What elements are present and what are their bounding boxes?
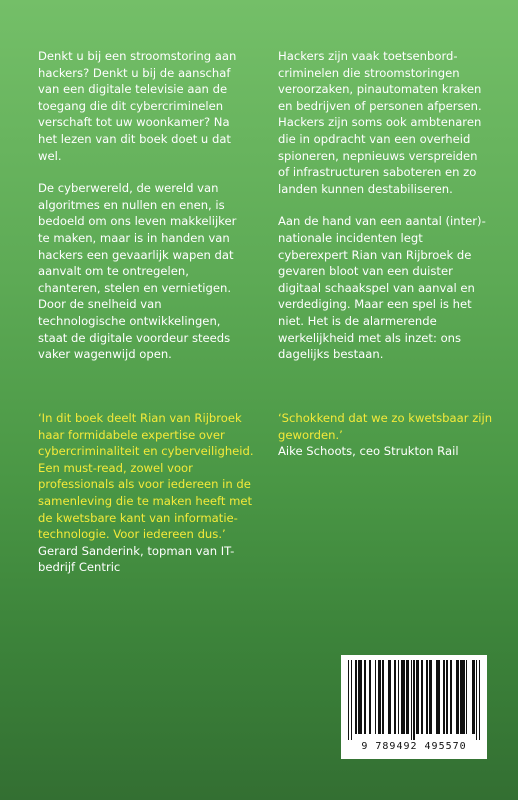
right-paragraph-2: Aan de hand van een aantal (inter)-nationale incidenten legt cyberexpert Rian van Rijbroek de gevaren bloot van een duister digitaal schaakspel van aanval en verdediging. Maar een spel is het niet. Het is de alarmerende werkelijkheid met als inzet: ons dagelijks bestaan. (278, 214, 486, 362)
left-paragraph-2: De cyberwereld, de wereld van algoritmes en nullen en enen, is bedoeld om ons leven makkelijker te maken, maar is in handen van hackers een gevaarlijk wapen dat aanvalt om te ontregelen, chanteren, stelen en vernietigen. Door de snelheid van technologische ontwikkelingen, staat de digitale voordeur steeds vaker wagenwijd open. (38, 181, 237, 362)
right-paragraph-1: Hackers zijn vaak toetsenbord-criminelen die stroomstoringen veroorzaken, pinautomaten kraken en bedrijven of personen afpersen. Hackers zijn soms ook ambtenaren die in opdracht van een overheid spioneren, nepnieuws verspreiden of infrastructuren saboteren en zo landen kunnen destabiliseren. (278, 49, 482, 196)
quote-author: Gerard Sanderink, topman van IT-bedrijf Centric (38, 543, 235, 575)
barcode-bar (479, 660, 480, 740)
isbn-number: 9 789492 495570 (361, 741, 467, 752)
right-column (278, 48, 488, 379)
quote-text: ‘In dit boek deelt Rian van Rijbroek haar formidabele expertise over cybercriminaliteit en cyberveiligheid. Een must-read, zowel voor professionals als voor iedereen in de samenleving die te maken heeft met de kwetsbare kant van informatie-technologie. Voor iedereen dus.’ (38, 411, 254, 542)
quote-text: ‘Schokkend dat we zo kwetsbaar zijn geworden.’ (278, 411, 493, 442)
quote-schoots (278, 410, 500, 460)
isbn-barcode (341, 655, 487, 759)
left-paragraph-1: Denkt u bij een stroomstoring aan hackers? Denkt u bij de aanschaf van een digitale televisie aan de toegang die dit cybercriminelen verschaft tot uw woonkamer? Na het lezen van dit boek doet u dat wel. (38, 49, 237, 163)
barcode-bars (348, 660, 480, 740)
quote-sanderink (38, 410, 260, 576)
quote-author: Aike Schoots, ceo Strukton Rail (278, 444, 459, 459)
left-column (38, 48, 248, 379)
